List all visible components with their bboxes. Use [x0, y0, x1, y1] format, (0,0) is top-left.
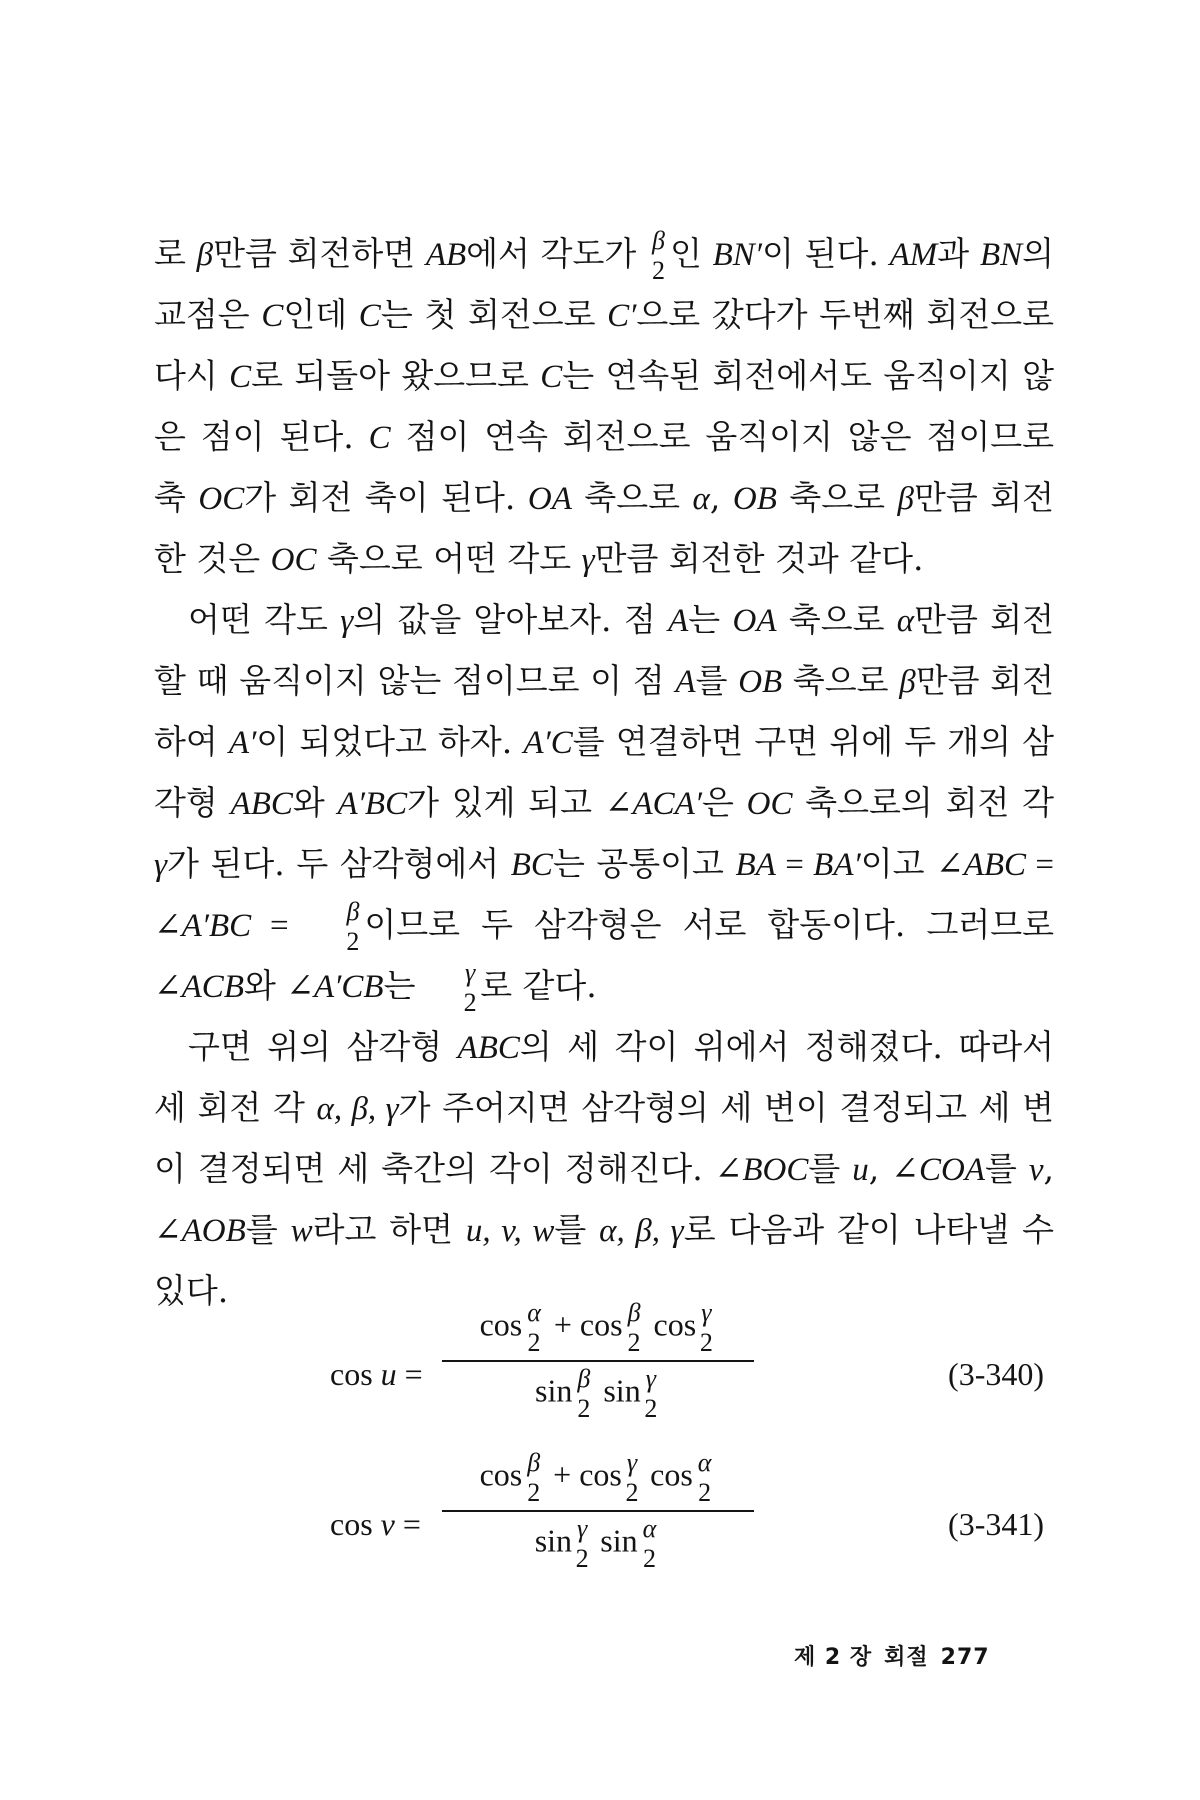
math: ∠AOB — [154, 1213, 246, 1249]
text: 와 — [243, 966, 287, 1005]
text: + cos — [553, 1456, 622, 1493]
text: 인 — [670, 234, 713, 273]
text: sin — [603, 1372, 641, 1409]
math: γ — [340, 603, 354, 639]
text: 이고 — [860, 844, 937, 883]
text: 를 — [984, 1149, 1029, 1188]
math: BC — [510, 847, 553, 883]
math: A — [668, 603, 689, 639]
equals-sign: = — [402, 1506, 421, 1542]
text: 만큼 회전하면 — [213, 234, 426, 273]
fraction — [695, 1450, 715, 1506]
fraction-numerator: α — [642, 1514, 657, 1543]
text: 과 — [937, 234, 970, 273]
fraction-beta-half — [309, 899, 362, 955]
text: 의 교점은 — [154, 234, 1054, 334]
equation-lhs — [330, 1506, 421, 1543]
equation-fraction — [442, 1300, 754, 1422]
text: 만큼 회전하여 — [154, 661, 1054, 761]
variable: u — [380, 1356, 397, 1392]
chapter-label: 제 2 장 — [794, 1645, 873, 1670]
fraction-denominator: 2 — [698, 1478, 712, 1507]
text: 라고 하면 — [312, 1210, 466, 1249]
fraction-denominator: 2 — [575, 1544, 589, 1573]
text: 가 주어지면 삼각형의 세 변이 결정되고 세 변이 결정되면 세 축간의 각이 정해진다. — [154, 1088, 1055, 1188]
text: 은 — [702, 783, 747, 822]
equation-lhs — [330, 1356, 423, 1393]
equation-numerator — [442, 1450, 754, 1506]
fraction-numerator: γ — [577, 1514, 588, 1543]
math: α, β, γ — [316, 1091, 399, 1127]
math: A — [675, 664, 696, 700]
text: 축으로 — [782, 661, 900, 700]
chapter-title: 회절 — [884, 1645, 929, 1670]
text: , — [868, 1149, 892, 1188]
text: 이므로 두 삼각형은 서로 합동이다. 그러므로 — [364, 905, 1054, 944]
fraction-numerator: α — [697, 1448, 712, 1477]
text: 만큼 회전할 때 움직이지 않는 점이므로 이 점 — [154, 600, 1054, 700]
text: 만큼 회전한 것과 같다. — [594, 539, 924, 578]
fraction — [524, 1300, 544, 1356]
text: 로 되돌아 왔으므로 — [251, 356, 541, 395]
text: 가 있게 되고 — [407, 783, 605, 822]
text: 이 된다. — [762, 234, 890, 273]
fraction-numerator: γ — [626, 1448, 638, 1477]
math: OA — [527, 481, 572, 517]
paragraph-2 — [154, 590, 1054, 1017]
text: 로 — [154, 234, 197, 273]
fraction-numerator: β — [627, 1298, 641, 1327]
math: γ — [154, 847, 168, 883]
math: BN′ — [712, 237, 763, 273]
text: 를 — [554, 1210, 600, 1249]
text: 의 값을 알아보자. 점 — [353, 600, 669, 639]
text: 구면 위의 삼각형 — [188, 1027, 458, 1066]
text: 점이 연속 회전으로 움직이지 않은 점이므로 축 — [154, 417, 1054, 517]
equation-denominator — [442, 1366, 754, 1422]
paragraph-1 — [154, 224, 1054, 590]
text: 와 — [292, 783, 338, 822]
math: OC — [270, 542, 317, 578]
text: cos — [479, 1306, 523, 1343]
equation-denominator — [442, 1516, 754, 1572]
fraction — [625, 1300, 644, 1356]
math: α — [692, 481, 710, 517]
text: = — [251, 908, 308, 944]
math: ∠A′BC — [154, 908, 252, 944]
page-number: 277 — [940, 1645, 990, 1670]
text: cos — [650, 1456, 693, 1493]
equation-number: (3-341) — [948, 1506, 1044, 1542]
math: OA — [732, 603, 777, 639]
math: OB — [738, 664, 783, 700]
fraction-bar — [442, 1360, 754, 1362]
math: C′ — [607, 298, 637, 334]
math: C — [261, 298, 284, 334]
math: α — [896, 603, 915, 639]
text: , — [709, 478, 733, 517]
fraction-numerator: γ — [464, 958, 476, 987]
text: 로 같다. — [480, 966, 597, 1005]
math: ∠ACB — [154, 969, 244, 1005]
text: cos — [479, 1456, 523, 1493]
fraction — [574, 1366, 593, 1422]
math: AB — [425, 237, 467, 273]
fraction — [524, 1450, 543, 1506]
text: = — [775, 847, 814, 883]
math: ABC — [457, 1030, 520, 1066]
math: w — [290, 1213, 313, 1249]
text: , — [1043, 1149, 1054, 1188]
math: ∠A′CB — [286, 969, 384, 1005]
math: OC — [746, 786, 793, 822]
math: u, v, w — [465, 1213, 555, 1249]
text: 가 된다. 두 삼각형에서 — [167, 844, 511, 883]
text: 축으로 — [571, 478, 693, 517]
fraction — [698, 1300, 714, 1356]
text: = — [1026, 847, 1054, 883]
math: C — [368, 420, 391, 456]
text: 는 연속된 회전에서도 움직이지 않은 점이 된다. — [154, 356, 1054, 456]
equation-numerator — [442, 1300, 754, 1356]
math: v — [1028, 1152, 1044, 1188]
text: 를 — [808, 1149, 853, 1188]
fraction-numerator: γ — [701, 1298, 712, 1327]
fraction-denominator: 2 — [346, 927, 360, 956]
fraction-denominator: 2 — [463, 988, 477, 1017]
text: 는 첫 회전으로 — [380, 295, 608, 334]
fraction-numerator: α — [527, 1298, 541, 1327]
fraction — [574, 1516, 590, 1572]
text: 이 되었다고 하자. — [256, 722, 524, 761]
math: BA′ — [813, 847, 861, 883]
math: C — [358, 298, 381, 334]
function-name: cos — [330, 1506, 373, 1542]
paragraph-3 — [154, 1017, 1054, 1320]
text: 축으로 어떤 각도 — [316, 539, 582, 578]
math: C — [229, 359, 252, 395]
math: OC — [198, 481, 245, 517]
text: 를 — [695, 661, 739, 700]
math: BA — [735, 847, 776, 883]
fraction-denominator: 2 — [527, 1478, 541, 1507]
fraction-denominator: 2 — [577, 1394, 591, 1423]
math: ∠BOC — [714, 1152, 809, 1188]
text: 로 다음과 같이 나타낼 수 있다. — [154, 1210, 1054, 1310]
text: sin — [534, 1522, 573, 1559]
fraction-numerator: β — [527, 1448, 541, 1477]
math: A′C — [523, 725, 573, 761]
text: 으로 갔다가 두번째 회전으로 다시 — [154, 295, 1054, 395]
page-footer — [794, 1640, 1002, 1671]
math: β — [196, 237, 214, 273]
text: 만큼 회전한 것은 — [154, 478, 1054, 578]
fraction-denominator: 2 — [652, 256, 666, 285]
math: A′ — [228, 725, 257, 761]
function-name: cos — [330, 1356, 373, 1392]
fraction-denominator: 2 — [699, 1328, 713, 1357]
text: 를 연결하면 구면 위에 두 개의 삼각형 — [154, 722, 1055, 822]
math: AM — [889, 237, 938, 273]
math: ∠ACA′ — [604, 786, 703, 822]
fraction — [624, 1450, 640, 1506]
math: β — [897, 481, 914, 517]
text: 가 회전 축이 된다. — [244, 478, 528, 517]
fraction-beta-half — [649, 228, 668, 284]
fraction-gamma-half — [428, 960, 478, 1016]
math: ABC — [230, 786, 293, 822]
fraction-denominator: 2 — [644, 1394, 658, 1423]
text: 의 세 각이 위에서 정해졌다. 따라서 세 회전 각 — [154, 1027, 1054, 1127]
text: 는 공통이고 — [552, 844, 736, 883]
equals-sign: = — [404, 1356, 423, 1392]
text: 에서 각도가 — [466, 234, 648, 273]
text: 축으로 — [776, 478, 898, 517]
fraction — [640, 1516, 660, 1572]
text: cos — [653, 1306, 697, 1343]
math: C — [540, 359, 563, 395]
fraction-numerator: γ — [645, 1364, 656, 1393]
text: sin — [535, 1372, 573, 1409]
fraction-denominator: 2 — [642, 1544, 656, 1573]
text: 축으로 — [776, 600, 897, 639]
variable: v — [380, 1506, 395, 1542]
equation-fraction — [442, 1450, 754, 1572]
text: 인데 — [283, 295, 359, 334]
math: γ — [581, 542, 595, 578]
fraction-numerator: β — [577, 1364, 591, 1393]
text: 는 — [383, 966, 426, 1005]
equation-number: (3-340) — [948, 1356, 1044, 1392]
fraction-bar — [442, 1510, 754, 1512]
fraction-numerator: β — [346, 897, 360, 926]
math: ∠ABC — [936, 847, 1027, 883]
body-text — [154, 224, 1054, 1320]
math: ∠COA — [891, 1152, 985, 1188]
math: OB — [732, 481, 777, 517]
math: A′BC — [337, 786, 408, 822]
math: α, β, γ — [599, 1213, 684, 1249]
fraction-denominator: 2 — [625, 1478, 639, 1507]
text: 축으로의 회전 각 — [792, 783, 1054, 822]
fraction-denominator: 2 — [627, 1328, 641, 1357]
text: sin — [600, 1522, 638, 1559]
fraction-denominator: 2 — [527, 1328, 541, 1357]
text: 를 — [245, 1210, 291, 1249]
math: BN — [979, 237, 1023, 273]
text: 는 — [688, 600, 733, 639]
math: u — [852, 1152, 869, 1188]
fraction-numerator: β — [652, 226, 665, 255]
text: + cos — [553, 1306, 623, 1343]
fraction — [643, 1366, 659, 1422]
math: β — [899, 664, 916, 700]
text: 어떤 각도 — [188, 600, 341, 639]
